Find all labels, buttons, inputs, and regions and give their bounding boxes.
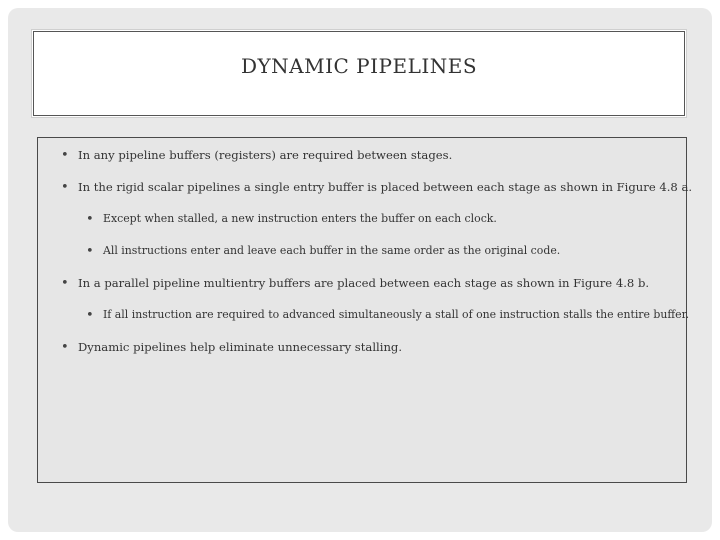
slide-title: DYNAMIC PIPELINES <box>240 54 478 78</box>
bullet-text: Dynamic pipelines help eliminate unnecessary stalling. <box>78 340 403 354</box>
sub-bullet-item <box>86 244 561 259</box>
bullet-text: Except when stalled, a new instruction enters the buffer on each clock. <box>103 212 497 225</box>
bullet-item <box>61 148 453 163</box>
bullet-dot-icon: • <box>61 276 69 291</box>
bullet-item <box>61 276 650 291</box>
title-box <box>33 31 685 116</box>
slide <box>8 8 712 532</box>
bullet-dot-icon: • <box>86 212 94 227</box>
bullet-text: In any pipeline buffers (registers) are required between stages. <box>78 148 453 162</box>
sub-bullet-item <box>86 212 497 227</box>
bullet-item <box>61 180 693 195</box>
bullet-dot-icon: • <box>61 148 69 163</box>
bullet-text: All instructions enter and leave each buffer in the same order as the original code. <box>103 244 561 257</box>
bullet-item <box>61 340 403 355</box>
bullet-text: In the rigid scalar pipelines a single entry buffer is placed between each stage as shown in Figure 4.8 a. <box>78 180 693 194</box>
sub-bullet-item <box>86 308 690 323</box>
content-box <box>37 137 693 483</box>
bullet-dot-icon: • <box>86 308 94 323</box>
bullet-dot-icon: • <box>86 244 94 259</box>
bullet-text: In a parallel pipeline multientry buffers are placed between each stage as shown in Figure 4.8 b. <box>78 276 650 290</box>
bullet-dot-icon: • <box>61 180 69 195</box>
bullet-text: If all instruction are required to advanced simultaneously a stall of one instruction stalls the entire buffer. <box>103 308 690 321</box>
bullet-dot-icon: • <box>61 340 69 355</box>
